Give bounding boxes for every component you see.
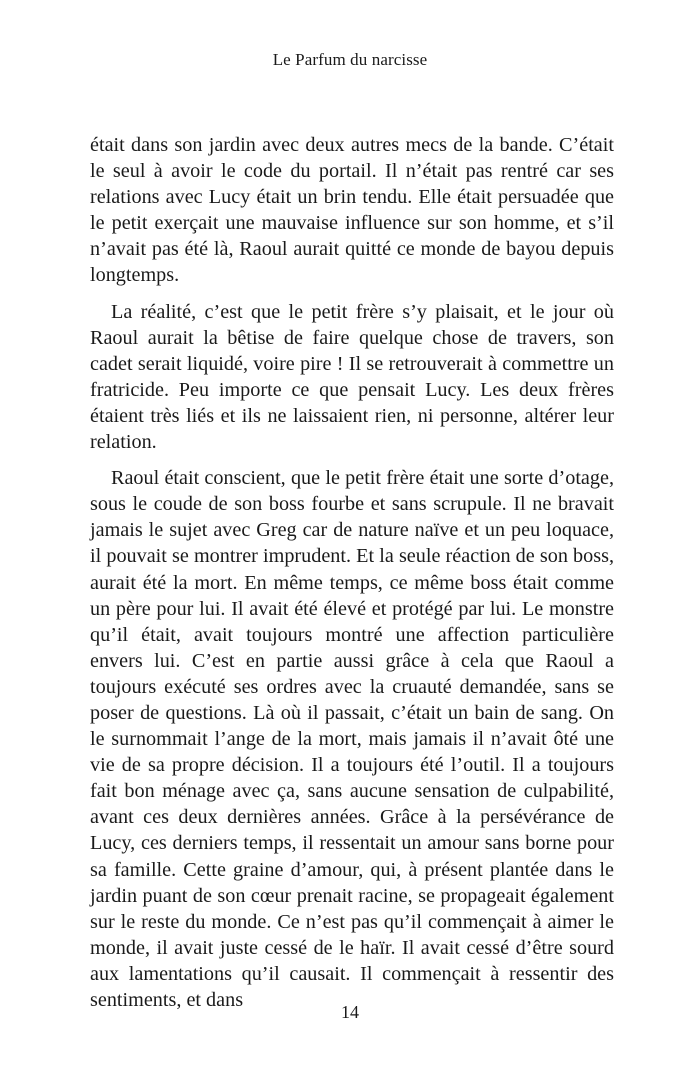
running-title: Le Parfum du narcisse [272,50,428,69]
body-text [90,132,614,1013]
page-number: 14 [341,1002,359,1022]
paragraph-3: Raoul était conscient, que le petit frère était une sorte d’otage, sous le coude de son boss fourbe et sans scrupule. Il ne bravait jamais le sujet avec Greg car de nature naïve et un peu loquace, il pouvait se montrer imprudent. Et la seule réaction de son boss, aurait été la mort. En même temps, ce même boss était comme un père pour lui. Il avait été élevé et protégé par lui. Le monstre qu’il était, avait toujours montré une affection particulière envers lui. C’est en partie aussi grâce à cela que Raoul a toujours exécuté ses ordres avec la cruauté demandée, sans se poser de questions. Là où il passait, c’était un bain de sang. On le surnommait l’ange de la mort, mais jamais il n’avait ôté une vie de sa propre décision. Il a toujours été l’outil. Il a toujours fait bon ménage avec ça, sans aucune sensation de culpabilité, avant ces deux dernières années. Grâce à la persévérance de Lucy, ces derniers temps, il ressentait un amour sans borne pour sa famille. Cette graine d’amour, qui, à présent plantée dans le jardin puant de son cœur prenait racine, se propageait également sur le reste du monde. Ce n’est pas qu’il commençait à aimer le monde, il avait juste cessé de le haïr. Il avait cessé d’être sourd aux lamentations qu’il causait. Il commençait à ressentir des sentiments, et dans [90,467,614,1011]
paragraph-1: était dans son jardin avec deux autres mecs de la bande. C’était le seul à avoir le code du portail. Il n’était pas rentré car ses relations avec Lucy était un brin tendu. Elle était persuadée que le petit exerçait une mauvaise influence sur son homme, et s’il n’avait pas été là, Raoul aurait quitté ce monde de bayou depuis longtemps. [90,134,614,287]
paragraph-2: La réalité, c’est que le petit frère s’y plaisait, et le jour où Raoul aurait la bêtise de faire quelque chose de travers, son cadet serait liquidé, voire pire ! Il se retrouverait à commettre un fratricide. Peu importe ce que pensait Lucy. Les deux frères étaient très liés et ils ne laissaient rien, ni personne, altérer leur relation. [90,300,614,454]
